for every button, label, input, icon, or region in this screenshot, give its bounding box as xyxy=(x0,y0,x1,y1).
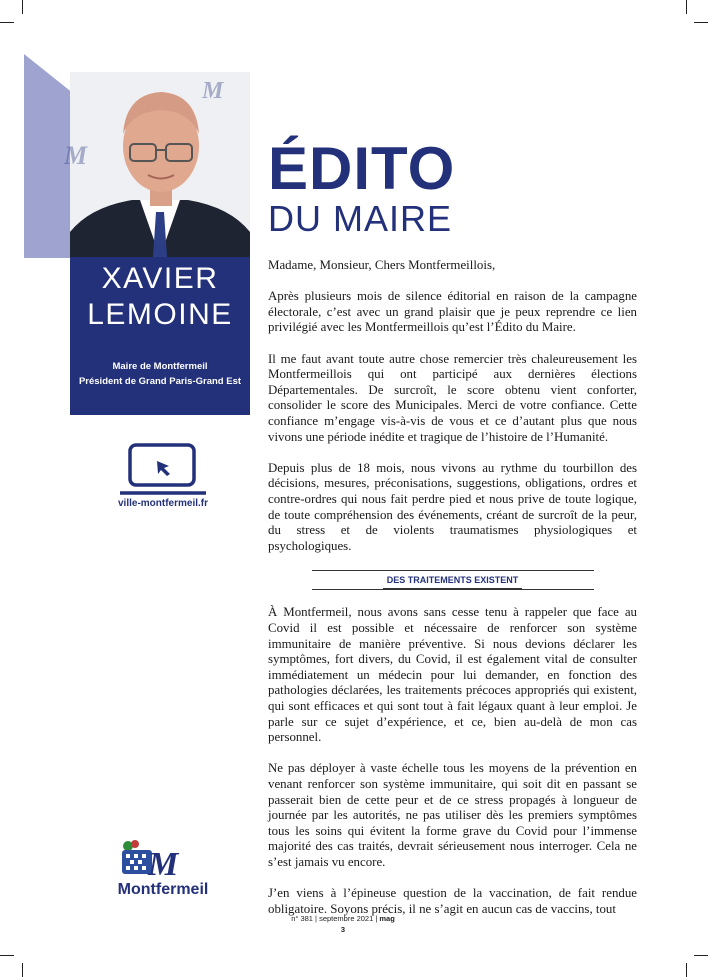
mayor-role-1: Maire de Montfermeil xyxy=(112,361,208,372)
paragraph: Après plusieurs mois de silence éditorial en raison de la campagne électorale, c’est avec un grand plaisir que je peux reprendre ce lien privilégié avec les Montfermeillois qu’est l’Édito du Maire. xyxy=(268,289,637,335)
section-heading xyxy=(268,570,637,591)
page-title: ÉDITO xyxy=(268,135,456,202)
svg-text:M: M xyxy=(64,141,88,170)
laptop-icon xyxy=(120,443,206,497)
crop-mark xyxy=(22,0,23,14)
mayor-name-box xyxy=(70,257,250,415)
article-body xyxy=(268,258,637,933)
crop-mark xyxy=(686,963,687,977)
section-title: DES TRAITEMENTS EXISTENT xyxy=(387,571,519,590)
paragraph: Depuis plus de 18 mois, nous vivons au rythme du tourbillon des décisions, mesures, préconisations, suggestions, obligations, ordres et contre-ordres qui nous fait perdre pied et nous prive de toute logique, de toute compréhension des événements, créant de surcroît de la peur, du stress et de violents traumatismes physiologiques et psychologiques. xyxy=(268,460,637,553)
website-link[interactable]: ville-montfermeil.fr xyxy=(117,498,209,509)
paragraph: Il me faut avant toute autre chose remercier très chaleureusement les Montfermeillois qui ont participé aux dernières élections Départementales. De surcroît, le score obtenu vient conforter, consolider le score des Municipales. Merci de votre confiance. Cette confiance m’engage vis-à-vis de vous et ce d’autant plus que nous vivons une période inédite et tragique de l’histoire de l’Humanité. xyxy=(268,351,637,444)
mayor-portrait xyxy=(64,72,250,257)
page-footer xyxy=(268,913,418,935)
crop-mark xyxy=(0,22,14,23)
salutation: Madame, Monsieur, Chers Montfermeillois, xyxy=(268,258,496,272)
crop-mark xyxy=(22,963,23,977)
logo-wordmark: Montfermeil xyxy=(117,881,209,898)
crop-mark xyxy=(686,0,687,14)
mayor-role-2: Président de Grand Paris-Grand Est xyxy=(78,376,242,387)
mayor-last-name: LEMOINE xyxy=(87,298,233,331)
page-number: 3 xyxy=(340,925,346,934)
montfermeil-logo xyxy=(108,838,218,900)
mayor-roles xyxy=(70,359,250,389)
crop-mark xyxy=(0,955,14,956)
issue-info: n° 381 | septembre 2021 | xyxy=(291,914,380,923)
section-rule xyxy=(312,589,594,590)
page-subtitle: DU MAIRE xyxy=(268,198,453,239)
mag-label: mag xyxy=(379,914,395,923)
paragraph: À Montfermeil, nous avons sans cesse tenu à rappeler que face au Covid il est possible et nécessaire de renforcer son système immunitaire de manière préventive. Si nous devions déclarer les symptômes, fort divers, du Covid, il est également vital de consulter immédiatement un médecin pour lui demander, en fonction des pathologies déclarées, les traitements précoces appropriés qui existent, qui sont efficaces et qui sont tout à fait légaux quant à leur emploi. Je parle sur ce sujet d’expérience, et ce, bien au-delà de mon cas personnel. xyxy=(268,605,637,745)
crop-mark xyxy=(694,22,708,23)
mayor-name xyxy=(70,261,250,333)
svg-text:M: M xyxy=(202,78,224,104)
mayor-first-name: XAVIER xyxy=(101,262,219,295)
crop-mark xyxy=(694,955,708,956)
paragraph: Ne pas déployer à vaste échelle tous les moyens de la prévention en venant renforcer son système immunitaire, qui soit dit en passant se passerait bien de cette peur et de ce stress propagés à longueur de journée par les autorités, ne pas utiliser dès les premiers symptômes tous les soins qui évitent la forme grave du Covid pour l’immense majorité des cas traités, devrait sérieusement nous interroger. Cela ne s’est jamais vu encore. xyxy=(268,761,637,869)
logo-letter: M xyxy=(148,846,179,883)
paragraph: J’en viens à l’épineuse question de la vaccination, de fait rendue obligatoire. Soyons précis, il ne s’agit en aucun cas de vaccins, tout xyxy=(268,886,637,916)
